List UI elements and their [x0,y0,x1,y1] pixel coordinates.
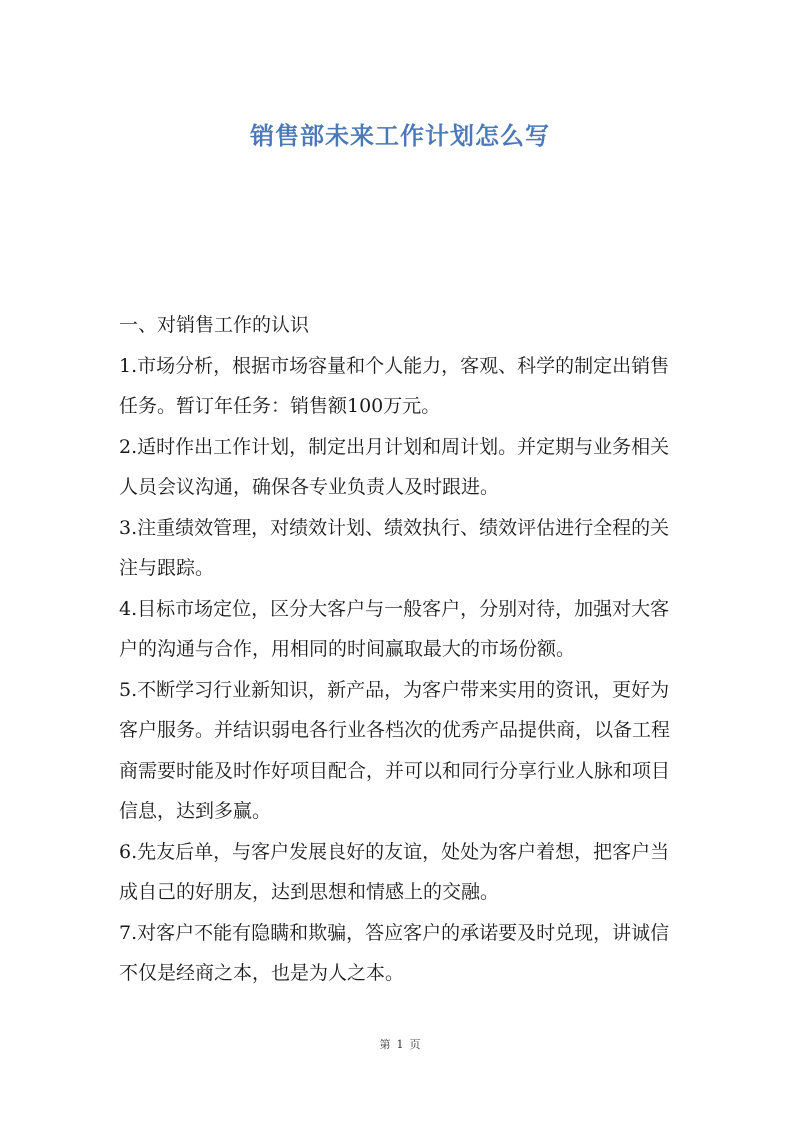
paragraph-7: 7.对客户不能有隐瞒和欺骗，答应客户的承诺要及时兑现，讲诚信不仅是经商之本，也是为人之本。 [119,921,670,984]
section-heading: 一、对销售工作的认识 [119,314,310,336]
footer-page-number: 1 [396,1038,404,1051]
paragraph-1: 1.市场分析，根据市场容量和个人能力，客观、科学的制定出销售任务。暂订年任务：销售额100万元。 [119,354,670,417]
page-footer [0,1036,800,1052]
document-title: 销售部未来工作计划怎么写 [250,122,550,150]
document-body [119,305,679,994]
footer-prefix: 第 [379,1038,391,1051]
paragraph-4: 4.目标市场定位，区分大客户与一般客户，分别对待，加强对大客户的沟通与合作，用相同的时间赢取最大的市场份额。 [119,597,670,660]
paragraph-3: 3.注重绩效管理，对绩效计划、绩效执行、绩效评估进行全程的关注与跟踪。 [119,516,670,579]
footer-suffix: 页 [409,1038,421,1051]
paragraph-5: 5.不断学习行业新知识，新产品，为客户带来实用的资讯，更好为客户服务。并结识弱电各行业各档次的优秀产品提供商，以备工程商需要时能及时作好项目配合，并可以和同行分享行业人脉和项目信息，达到多赢。 [119,678,671,822]
paragraph-2: 2.适时作出工作计划，制定出月计划和周计划。并定期与业务相关人员会议沟通，确保各专业负责人及时跟进。 [119,435,670,498]
paragraph-6: 6.先友后单，与客户发展良好的友谊，处处为客户着想，把客户当成自己的好朋友，达到思想和情感上的交融。 [119,840,670,903]
